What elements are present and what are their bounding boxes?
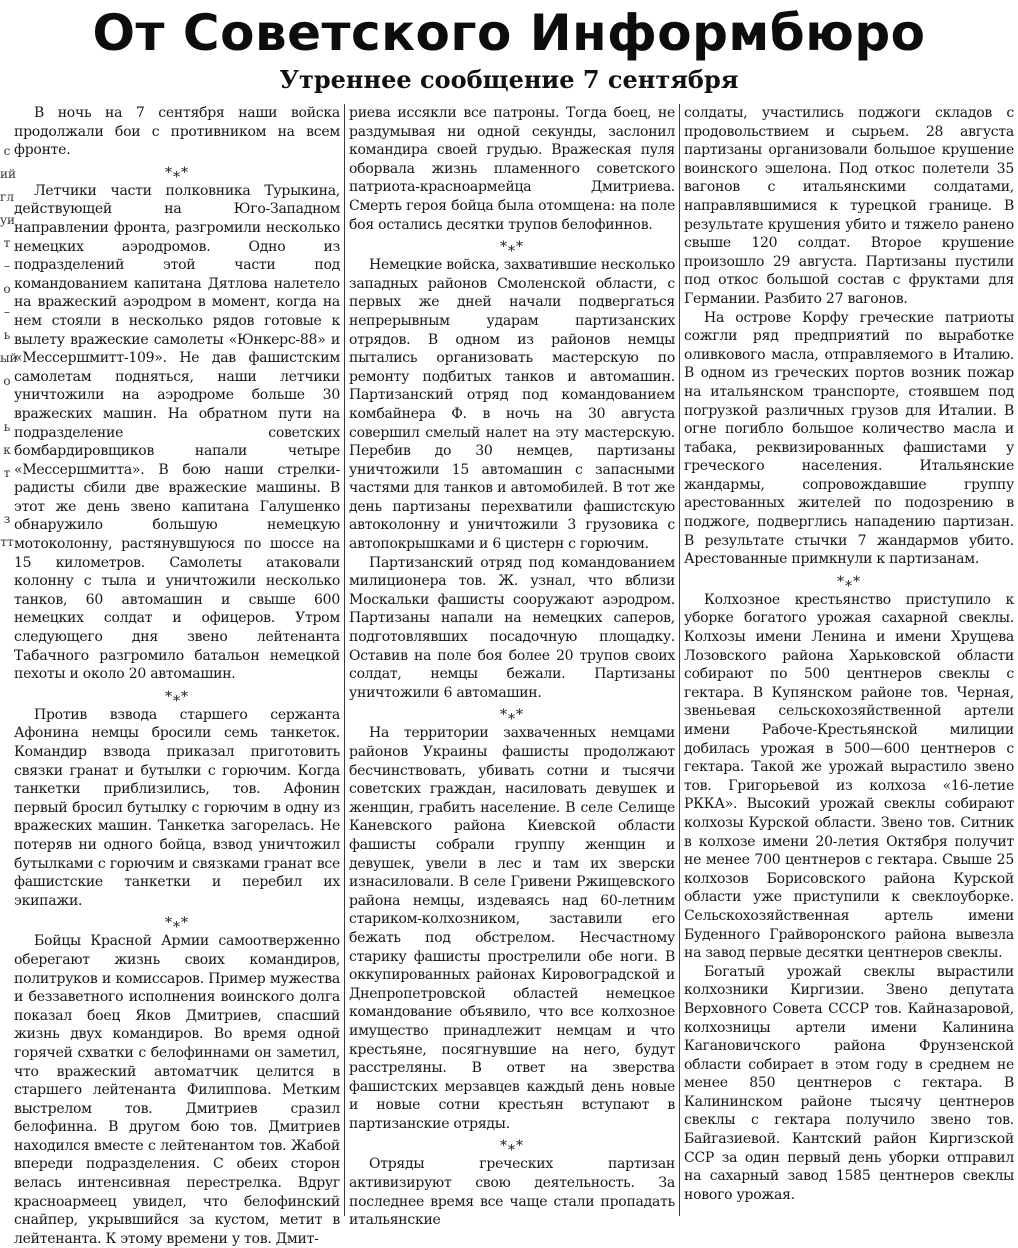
left-edge-fragments: [0, 140, 18, 660]
paragraph: Отряды греческих партизан активизируют свою деятельность. За последнее время все чаще стали пропадать итальянские: [349, 1156, 675, 1229]
edge-fragment: тт: [0, 535, 14, 549]
page-subtitle: Утреннее сообщение 7 сентября: [279, 65, 739, 94]
paragraph: На острове Корфу греческие патриоты сожгли ряд предприятий по выработке оливкового масла, отправляемого в Италию. В одном из греческих портов возник пожар на итальянском транспорте, стоявшем под погрузкой различных грузов для Италии. В огне погибло большое количество масла и табака, реквизированных фашистами у греческого населения. Итальянские жандармы, сопровождавшие группу арестованных жителей по подозрению в поджоге, подверглись нападению партизан. В результате стычки 7 жандармов убито. Арестованные примкнули к партизанам.: [684, 309, 1014, 568]
section-separator: *⁎*: [165, 164, 189, 181]
paragraph: Бойцы Красной Армии самоотверженно оберегают жизнь своих командиров, политруков и комиссаров. Пример мужества и беззаветного исполнения воинского долга показал боец Яков Дмитриев, спасший жизнь двух командиров. Во время одной горячей схватки с белофиннами он заметил, что вражеский автоматчик целится в старшего лейтенанта Филиппова. Метким выстрелом тов. Дмитриев сразил белофинна. В другом бою тов. Дмитриев находился вместе с лейтенантом тов. Жабой впереди подразделения. С обеих сторон велась интенсивная перестрелка. Вдруг красноармеец увидел, что белофинский снайпер, укрывшийся за кустом, метит в лейтенанта. К этому времени у тов. Дмит-: [14, 933, 340, 1247]
edge-fragment: ий: [0, 167, 16, 181]
column-rule: [679, 104, 680, 1216]
edge-fragment: гл: [0, 190, 14, 204]
paragraph: Немецкие войска, захватившие несколько западных районов Смоленской области, с первых же дней начали подвергаться непрерывным ударам партизанских отрядов. В одном из районов немцы пытались организовать мастерскую по ремонту подбитых танков и автомашин. Партизанский отряд под командованием комбайнера Ф. в ночь на 30 августа совершил смелый налет на эту мастерскую. Перебив до 30 немцев, партизаны уничтожили 15 автомашин с запасными частями для танков и автомобилей. В тот же день партизаны перехватили фашистскую автоколонну и уничтожили 3 грузовика с автопокрышками и 6 цистерн с горючим.: [349, 257, 675, 553]
edge-fragment: т: [3, 466, 11, 480]
edge-fragment: ь: [3, 420, 11, 434]
section-separator: *⁎*: [837, 573, 861, 590]
article-column-3: [684, 104, 1014, 1216]
edge-fragment: с: [3, 144, 11, 158]
edge-fragment: к: [3, 443, 11, 457]
paragraph: На территории захваченных немцами районов Украины фашисты продолжают бесчинствовать, убивать сотни и тысячи советских граждан, насиловать девушек и женщин, грабить население. В селе Селище Каневского района Киевской области фашисты собрали группу женщин и девушек, увели в лес и там их зверски изнасиловали. В селе Гривени Ржищевского района немцы, издеваясь над 60-летним стариком-колхозником, заставили его бежать под обстрелом. Несчастному старику фашисты прострелили обе ноги. В оккупированных районах Кировоградской и Днепропетровской областей немецкое командование объявило, что все колхозное имущество принадлежит немцам и что крестьяне, посягнувшие на него, будут расстреляны. В ответ на зверства фашистских мерзавцев каждый день новые и новые сотни крестьян вступают в партизанские отряды.: [349, 725, 675, 1132]
paragraph: риева иссякли все патроны. Тогда боец, не раздумывая ни одной секунды, заслонил командира своей грудью. Вражеская пуля оборвала жизнь пламенного советского патриота-красноармейца Дмитриева. Смерть героя бойца была отомщена: на поле боя остались десятки трупов белофиннов.: [349, 105, 675, 233]
article-column-2: [349, 104, 675, 1229]
edge-fragment: [0, 485, 14, 508]
paragraph: Летчики части полковника Турыкина, действующей на Юго-Западном направлении фронта, разгромили несколько немецких аэродромов. Одно из подразделений этой части под командованием капитана Дятлова налетело на вражеский аэродром в момент, когда на нем стояли в несколько рядов готовые к вылету вражеские самолеты «Юнкерс-88» и «Мессершмитт-109». Не дав фашистским самолетам подняться, наши летчики уничтожили на аэродроме больше 30 вражеских машин. На обратном пути на подразделение советских бомбардировщиков напали четыре «Мессершмитта». В бою наши стрелки-радисты сбили две вражеские машины. В этот же день звено капитана Галушенко обнаружило большую немецкую мотоколонну, растянувшуюся по шоссе на 15 километров. Самолеты атаковали колонну с тыла и уничтожили несколько танков, 60 автомашин и свыше 600 немецких солдат и офицеров. Утром следующего дня звено лейтенанта Табачного разгромило батальон немецкой пехоты и около 20 автомашин.: [14, 182, 340, 683]
paragraph: Партизанский отряд под командованием милиционера тов. Ж. узнал, что вблизи Москальки фашисты сооружают аэродром. Партизаны напали на немецких саперов, подготовлявших посадочную площадку. Оставив на поле боя более 20 трупов своих солдат, немцы бежали. Партизаны уничтожили 6 автомашин.: [349, 554, 675, 701]
section-separator: *⁎*: [500, 1138, 524, 1155]
edge-fragment: [0, 393, 14, 416]
paragraph: Колхозное крестьянство приступило к уборке богатого урожая сахарной свеклы. Колхозы имени Ленина и имени Хрущева Лозовского района Харьковской области собирают по 500 центнеров свеклы с гектара. В Купянском районе тов. Черная, звеньевая сельскохозяйственной артели имени Рабоче-Крестьянской милиции добилась урожая в 500—600 центнеров с гектара. Такой же урожай вырастило звено тов. Григорьевой из колхоза «16-летие РККА». Высокий урожай свеклы собирают колхозы Курской области. Звено тов. Ситник в колхозе имени 20-летия Октября получит не менее 700 центнеров с гектара. Свыше 25 колхозов Борисовского района Курской области уже приступили к свеклоуборке. Сельскохозяйственная артель имени Буденного Грайворонского района вывезла на завод первые десятки центнеров свеклы.: [684, 591, 1014, 962]
column-rule: [344, 104, 345, 1216]
paragraph: солдаты, участились поджоги складов с продовольствием и сырьем. 28 августа партизаны организовали большое крушение воинского эшелона. Под откос полетели 35 вагонов с итальянскими солдатами, направлявшимися к турецкой границе. В результате крушения убито и тяжело ранено свыше 120 солдат. Второе крушение произошло 29 августа. Партизаны пустили под откос большой состав с фруктами для Германии. Разбито 27 вагонов.: [684, 105, 1014, 307]
section-separator: *⁎*: [165, 915, 189, 932]
article-column-1: [14, 104, 340, 1247]
edge-fragment: т: [3, 236, 11, 250]
edge-fragment: ь: [3, 328, 11, 342]
section-separator: *⁎*: [165, 688, 189, 705]
edge-fragment: з: [3, 512, 11, 526]
paragraph: В ночь на 7 сентября наши войска продолжали бои с противником на всем фронте.: [14, 105, 340, 159]
paragraph: Против взвода старшего сержанта Афонина немцы бросили семь танкеток. Командир взвода приказал приготовить связки гранат и бутылки с горючим. Когда танкетки приблизились, тов. Афонин первый бросил бутылку с горючим в одну из вражеских машин. Танкетка загорелась. Не потеряв ни одного бойца, взвод уничтожил бутылками с горючим и связками гранат все фашистские танкетки и перебил их экипажи.: [14, 706, 340, 909]
edge-fragment: о: [3, 282, 11, 296]
edge-fragment: ый: [0, 351, 18, 365]
edge-fragment: –: [4, 259, 10, 273]
section-separator: *⁎*: [500, 707, 524, 724]
paragraph: Богатый урожай свеклы вырастили колхозники Киргизии. Звено депутата Верховного Совета СССР тов. Кайназаровой, колхозницы артели имени Калинина Кагановичского района Фрунзенской области собирает в этом году в среднем не менее 850 центнеров с гектара. В Калининском районе тысячу центнеров свеклы с гектара получило звено тов. Байгазиевой. Кантский район Киргизской ССР за один первый день уборки отправил на сахарный завод 1585 центнеров свеклы нового урожая.: [684, 963, 1014, 1203]
edge-fragment: –: [4, 305, 10, 319]
section-separator: *⁎*: [500, 239, 524, 256]
edge-fragment: уи: [0, 213, 16, 227]
page-title: От Советского Информбюро: [92, 4, 926, 62]
edge-fragment: о: [3, 374, 11, 388]
